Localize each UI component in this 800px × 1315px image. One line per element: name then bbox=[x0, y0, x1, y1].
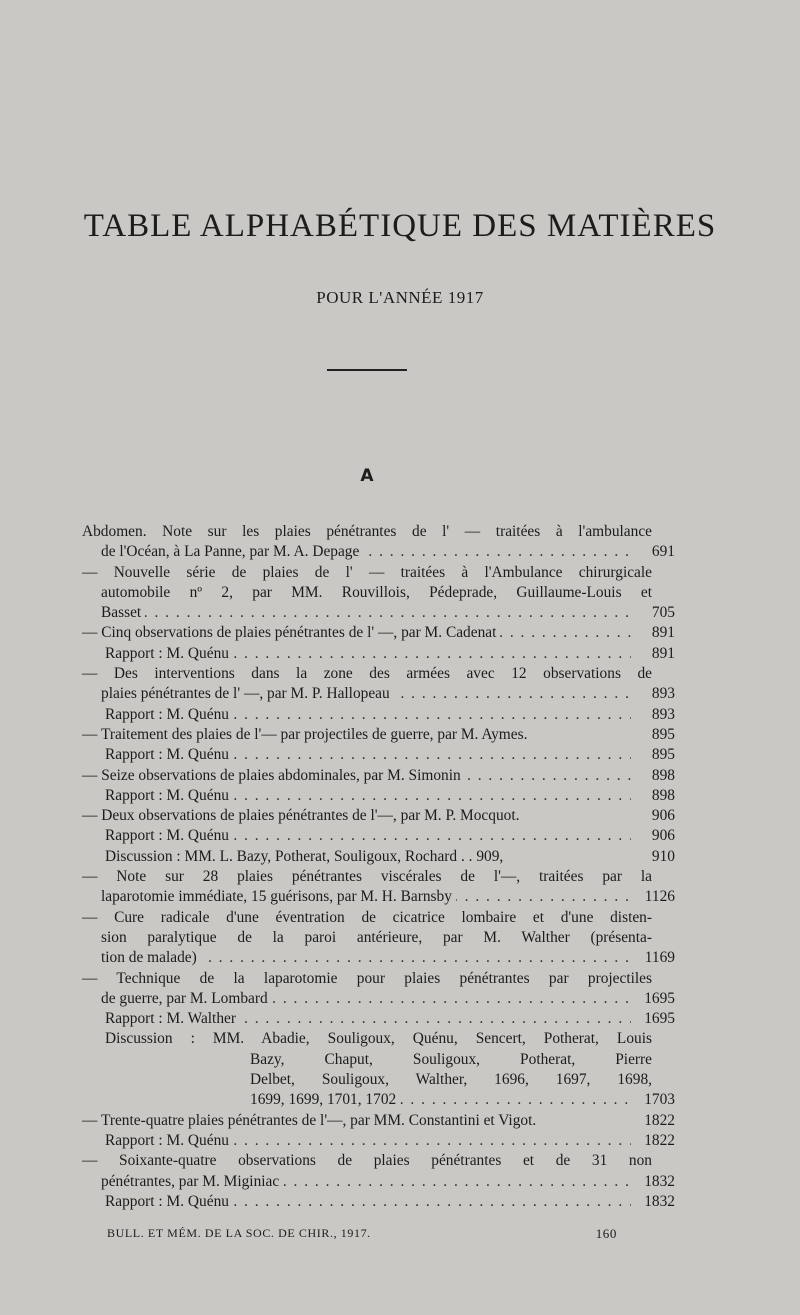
index-line-text: Rapport : M. Quénu bbox=[105, 1132, 233, 1149]
index-line-text: tion de malade) bbox=[101, 949, 201, 966]
index-line bbox=[82, 563, 652, 583]
index-line bbox=[82, 522, 652, 542]
index-line bbox=[82, 1009, 675, 1029]
index-page-number: 705 bbox=[631, 603, 675, 623]
index-page-number: 1703 bbox=[631, 1090, 675, 1110]
index-line bbox=[82, 948, 675, 968]
index-line bbox=[82, 887, 675, 907]
index-line-text: Delbet, Souligoux, Walther, 1696, 1697, 1698, bbox=[250, 1071, 652, 1089]
index-entries bbox=[82, 522, 675, 1212]
index-line-text: — Trente-quatre plaies pénétrantes de l'—, par MM. Constantini et Vigot. bbox=[82, 1111, 537, 1129]
index-line-text: — Note sur 28 plaies pénétrantes viscérales de l'—, traitées par la bbox=[82, 868, 652, 886]
index-page-number: 895 bbox=[631, 745, 675, 765]
index-line-text: Rapport : M. Walther bbox=[105, 1010, 240, 1027]
footer-page-number: 160 bbox=[595, 1226, 617, 1241]
index-line bbox=[82, 806, 675, 826]
index-page-number: 910 bbox=[631, 847, 675, 867]
index-page-number: 1832 bbox=[631, 1192, 675, 1212]
index-line-text: Rapport : M. Quénu bbox=[105, 787, 233, 804]
index-line bbox=[82, 1131, 675, 1151]
index-line bbox=[82, 928, 652, 948]
index-line bbox=[82, 1172, 675, 1192]
index-line bbox=[82, 644, 675, 664]
index-page-number: 898 bbox=[631, 766, 675, 786]
index-line bbox=[82, 969, 652, 989]
index-page-number: 1822 bbox=[631, 1131, 675, 1151]
index-line bbox=[82, 725, 675, 745]
index-line-text: Discussion : MM. L. Bazy, Potherat, Souligoux, Rochard . . 909, bbox=[105, 847, 504, 865]
index-line bbox=[82, 542, 675, 562]
index-line bbox=[82, 684, 675, 704]
index-line bbox=[82, 1050, 652, 1070]
index-line-text: 1699, 1699, 1701, 1702 bbox=[250, 1091, 400, 1108]
index-line bbox=[82, 847, 675, 867]
index-page-number: 1695 bbox=[631, 989, 675, 1009]
index-line bbox=[82, 1192, 675, 1212]
index-line-text: sion paralytique de la paroi antérieure, par M. Walther (présenta- bbox=[101, 928, 652, 946]
index-line-text: — Technique de la laparotomie pour plaies pénétrantes par projectiles bbox=[82, 969, 652, 987]
index-line bbox=[82, 1070, 652, 1090]
index-page-number: 893 bbox=[631, 684, 675, 704]
index-line bbox=[82, 745, 675, 765]
footer-citation: BULL. ET MÉM. DE LA SOC. DE CHIR., 1917. bbox=[107, 1226, 371, 1240]
index-line bbox=[82, 623, 675, 643]
index-line bbox=[82, 766, 675, 786]
title-divider bbox=[327, 369, 407, 371]
index-line bbox=[82, 1029, 652, 1049]
index-line bbox=[82, 989, 675, 1009]
index-line-text: laparotomie immédiate, 15 guérisons, par M. H. Barnsby bbox=[101, 888, 456, 905]
index-line-text: Abdomen. Note sur les plaies pénétrantes de l' — traitées à l'ambulance bbox=[82, 523, 652, 540]
index-line-text: Basset bbox=[101, 604, 145, 621]
page-title: TABLE ALPHABÉTIQUE DES MATIÈRES bbox=[83, 208, 717, 244]
index-line bbox=[82, 603, 675, 623]
index-line-text: plaies pénétrantes de l' —, par M. P. Hallopeau bbox=[101, 685, 394, 702]
index-line-text: de guerre, par M. Lombard bbox=[101, 990, 272, 1007]
index-line-text: — Des interventions dans la zone des armées avec 12 observations de bbox=[82, 665, 652, 683]
index-line bbox=[82, 826, 675, 846]
index-line-text: Discussion : MM. Abadie, Souligoux, Quénu, Sencert, Potherat, Louis bbox=[105, 1030, 652, 1048]
index-line-text: — Nouvelle série de plaies de l' — traitées à l'Ambulance chirurgicale bbox=[82, 563, 652, 581]
index-line-text: Rapport : M. Quénu bbox=[105, 706, 233, 723]
index-page-number: 691 bbox=[631, 542, 675, 562]
index-line bbox=[82, 908, 652, 928]
index-line bbox=[82, 705, 675, 725]
index-line-text: Bazy, Chaput, Souligoux, Potherat, Pierre bbox=[250, 1050, 652, 1068]
index-page-number: 893 bbox=[631, 705, 675, 725]
index-page-number: 1695 bbox=[631, 1009, 675, 1029]
index-line-text: pénétrantes, par M. Miginiac bbox=[101, 1173, 283, 1190]
index-line-text: — Cure radicale d'une éventration de cicatrice lombaire et d'une disten- bbox=[82, 908, 652, 926]
index-page-number: 891 bbox=[631, 623, 675, 643]
index-page-number: 1126 bbox=[631, 887, 675, 907]
index-page-number: 898 bbox=[631, 786, 675, 806]
index-line-text: de l'Océan, à La Panne, par M. A. Depage bbox=[101, 543, 363, 560]
index-line-text: — Seize observations de plaies abdominales, par M. Simonin bbox=[82, 767, 465, 784]
index-line bbox=[82, 786, 675, 806]
index-line bbox=[82, 1090, 675, 1110]
index-line bbox=[82, 1151, 652, 1171]
section-letter: A bbox=[360, 466, 374, 486]
index-page-number: 906 bbox=[631, 806, 675, 826]
index-page-number: 895 bbox=[631, 725, 675, 745]
index-page-number: 1822 bbox=[631, 1111, 675, 1131]
index-line-text: — Traitement des plaies de l'— par projectiles de guerre, par M. Aymes. bbox=[82, 725, 528, 743]
index-line bbox=[82, 867, 652, 887]
index-page-number: 1169 bbox=[631, 948, 675, 968]
index-line-text: — Cinq observations de plaies pénétrantes de l' —, par M. Cadenat bbox=[82, 624, 500, 641]
index-page-number: 906 bbox=[631, 826, 675, 846]
index-line-text: — Deux observations de plaies pénétrantes de l'—, par M. P. Mocquot. bbox=[82, 807, 520, 825]
page-subtitle: POUR L'ANNÉE 1917 bbox=[316, 288, 484, 307]
index-page-number: 891 bbox=[631, 644, 675, 664]
index-line-text: — Soixante-quatre observations de plaies pénétrantes et de 31 non bbox=[82, 1152, 652, 1170]
index-line-text: Rapport : M. Quénu bbox=[105, 645, 233, 662]
index-line-text: Rapport : M. Quénu bbox=[105, 1193, 233, 1210]
index-line bbox=[82, 583, 652, 603]
index-line-text: automobile nº 2, par MM. Rouvillois, Pédeprade, Guillaume-Louis et bbox=[101, 583, 652, 601]
index-line bbox=[82, 1111, 675, 1131]
index-line-text: Rapport : M. Quénu bbox=[105, 746, 233, 763]
index-line bbox=[82, 664, 652, 684]
page-footer bbox=[107, 1226, 617, 1241]
index-page-number: 1832 bbox=[631, 1172, 675, 1192]
index-line-text: Rapport : M. Quénu bbox=[105, 827, 233, 844]
